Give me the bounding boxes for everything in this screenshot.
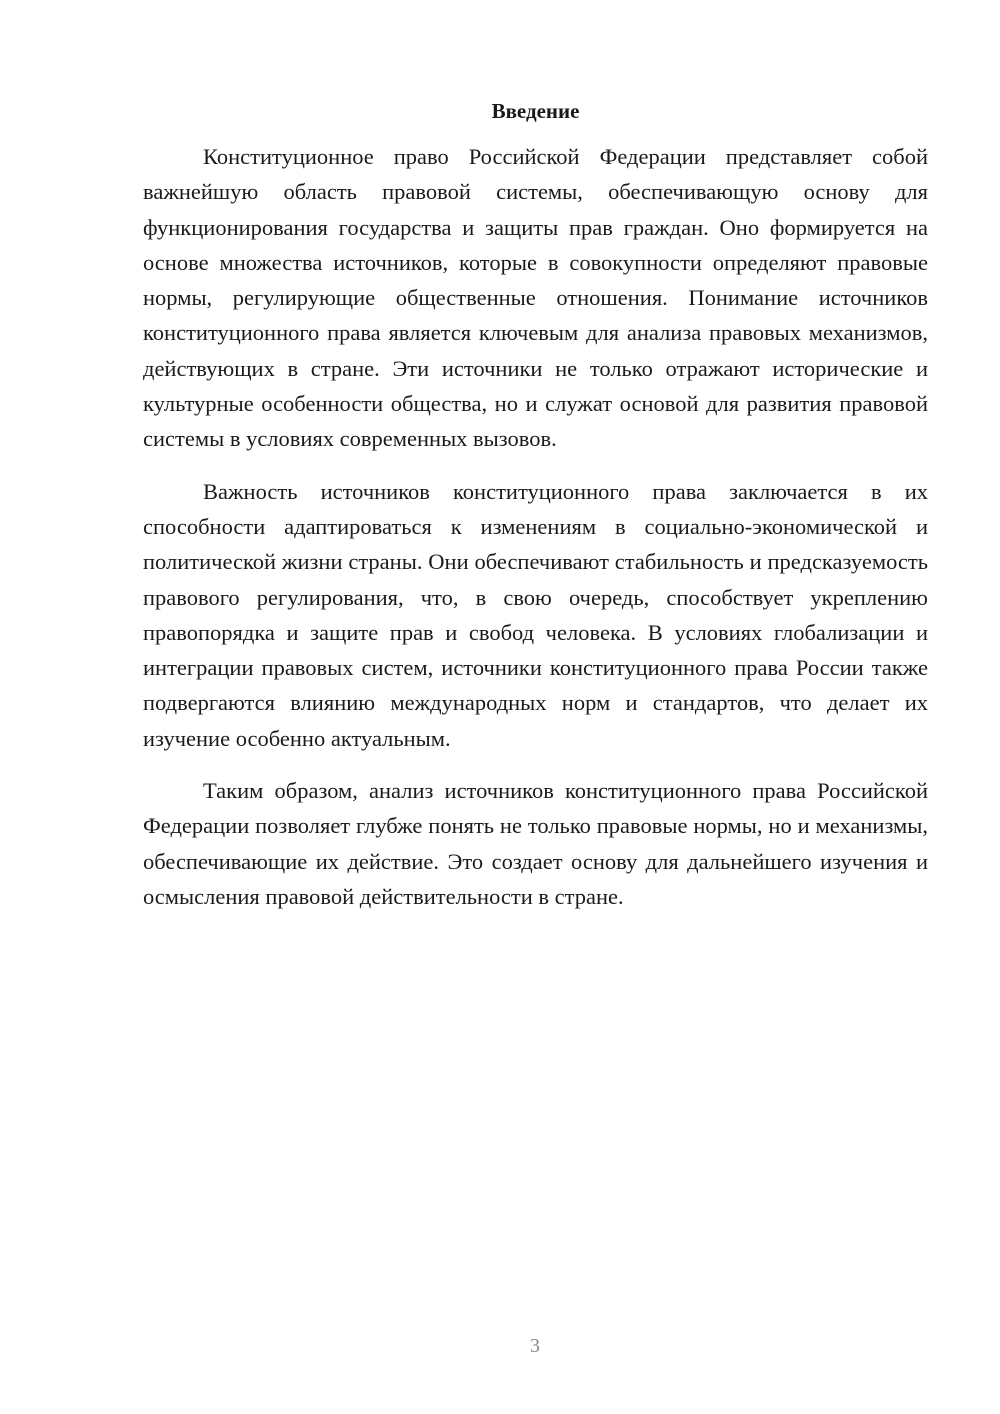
page-number: 3: [530, 1335, 540, 1357]
paragraph-3: Таким образом, анализ источников конституционного права Российской Федерации позволяет глубже понять не только правовые нормы, но и механизмы, обеспечивающие их действие. Это создает основу для дальнейшего изучения и осмысления правовой действительности в стране.: [143, 778, 928, 909]
page-content: [143, 96, 928, 931]
paragraph-2: Важность источников конституционного права заключается в их способности адаптироваться к изменениям в социально-экономической и политической жизни страны. Они обеспечивают стабильность и предсказуемость правового регулирования, что, в свою очередь, способствует укреплению правопорядка и защите прав и свобод человека. В условиях глобализации и интеграции правовых систем, источники конституционного права России также подвергаются влиянию международных норм и стандартов, что делает их изучение особенно актуальным.: [143, 478, 928, 751]
paragraph-1: Конституционное право Российской Федерации представляет собой важнейшую область правовой системы, обеспечивающую основу для функционирования государства и защиты прав граждан. Оно формируется на основе множества источников, которые в совокупности определяют правовые нормы, регулирующие общественные отношения. Понимание источников конституционного права является ключевым для анализа правовых механизмов, действующих в стране. Эти источники не только отражают исторические и культурные особенности общества, но и служат основой для развития правовой системы в условиях современных вызовов.: [143, 144, 928, 452]
section-heading: Введение: [491, 99, 580, 123]
